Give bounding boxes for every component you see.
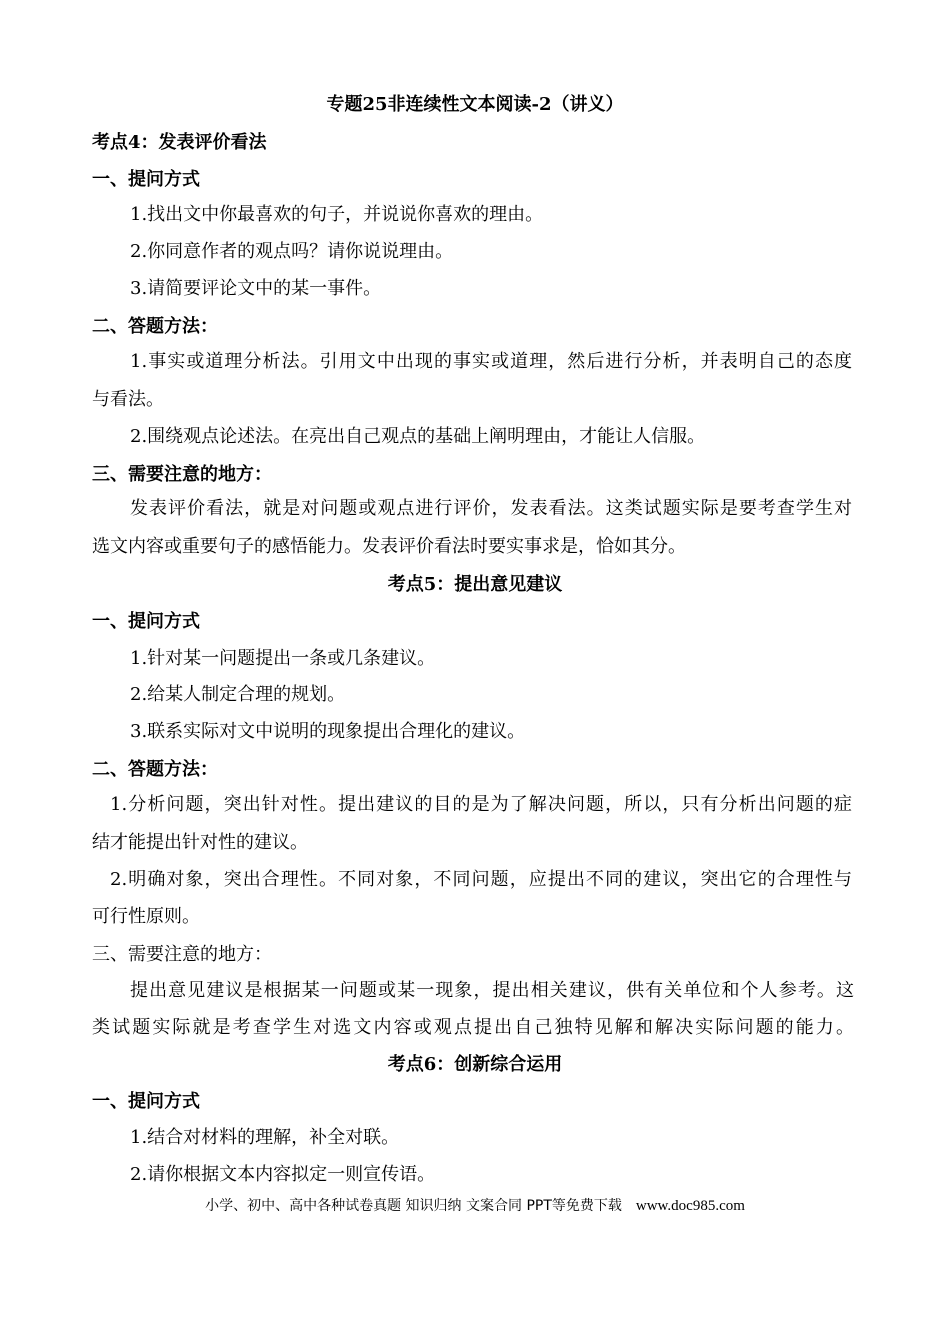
section6-question-1: 1.结合对材料的理解，补全对联。 [130, 1127, 400, 1148]
section4-note-line2: 选文内容或重要句子的感悟能力。发表评价看法时要实事求是，恰如其分。 [92, 536, 686, 557]
section6-question-heading: 一、提问方式 [92, 1091, 200, 1112]
page-footer [0, 1196, 950, 1216]
section5-note-line1: 提出意见建议是根据某一问题或某一现象，提出相关建议，供有关单位和个人参考。这 [130, 980, 854, 1001]
section5-question-1: 1.针对某一问题提出一条或几条建议。 [130, 648, 436, 669]
footer-url-link[interactable]: www.doc985.com [635, 1198, 745, 1214]
section6-question-2: 2.请你根据文本内容拟定一则宣传语。 [130, 1164, 436, 1185]
section5-question-3: 3.联系实际对文中说明的现象提出合理化的建议。 [130, 721, 526, 742]
section4-question-1: 1.找出文中你最喜欢的句子，并说说你喜欢的理由。 [130, 204, 544, 225]
section4-method-2: 2.围绕观点论述法。在亮出自己观点的基础上阐明理由，才能让人信服。 [130, 426, 706, 447]
section4-method-heading: 二、答题方法： [92, 316, 218, 337]
section6-heading: 考点6：创新综合运用 [387, 1054, 563, 1075]
section5-method-heading: 二、答题方法： [92, 759, 218, 780]
section5-method-1-line2: 结才能提出针对性的建议。 [92, 832, 308, 853]
section5-method-2-line1: 2.明确对象，突出合理性。不同对象，不同问题，应提出不同的建议，突出它的合理性与 [110, 869, 852, 890]
section4-method-1-line1: 1.事实或道理分析法。引用文中出现的事实或道理，然后进行分析，并表明自己的态度 [130, 351, 852, 372]
section4-question-heading: 一、提问方式 [92, 169, 200, 190]
section5-note-heading: 三、需要注意的地方： [92, 944, 272, 965]
section4-method-1-line2: 与看法。 [92, 389, 164, 410]
section4-heading: 考点4：发表评价看法 [92, 132, 267, 153]
section4-note-line1: 发表评价看法，就是对问题或观点进行评价，发表看法。这类试题实际是要考查学生对 [130, 498, 852, 519]
footer-text: 小学、初中、高中各种试卷真题 知识归纳 文案合同 PPT等免费下载 [205, 1198, 622, 1214]
section5-method-2-line2: 可行性原则。 [92, 906, 200, 927]
section4-question-3: 3.请简要评论文中的某一事件。 [130, 278, 382, 299]
document-title: 专题25非连续性文本阅读-2（讲义） [326, 94, 624, 115]
section5-method-1-line1: 1.分析问题，突出针对性。提出建议的目的是为了解决问题，所以，只有分析出问题的症 [110, 794, 852, 815]
section5-question-heading: 一、提问方式 [92, 611, 200, 632]
section5-note-line2: 类试题实际就是考查学生对选文内容或观点提出自己独特见解和解决实际问题的能力。 [92, 1017, 854, 1038]
section5-question-2: 2.给某人制定合理的规划。 [130, 684, 346, 705]
section5-heading: 考点5：提出意见建议 [387, 574, 563, 595]
section4-question-2: 2.你同意作者的观点吗？请你说说理由。 [130, 241, 454, 262]
section4-note-heading: 三、需要注意的地方： [92, 464, 272, 485]
